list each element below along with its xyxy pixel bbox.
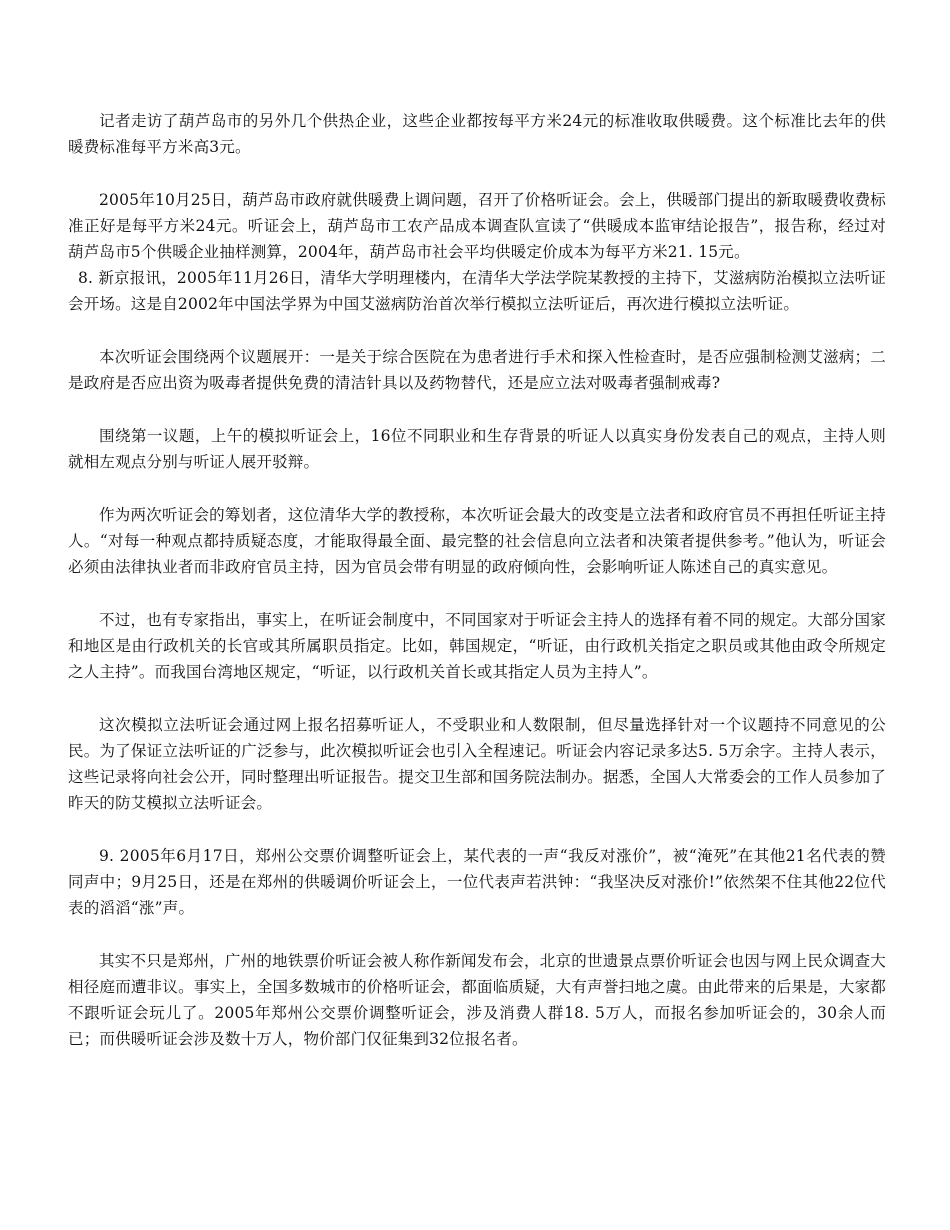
paragraph-10: 其实不只是郑州，广州的地铁票价听证会被人称作新闻发布会，北京的世遗景点票价听证会也因与网上民众调查大相径庭而遭非议。事实上，全国多数城市的价格听证会，都面临质疑，大有声誉扫地之虞。由此带来的后果是，大家都不跟听证会玩儿了。2005年郑州公交票价调整听证会，涉及消费人群18. 5万人，而报名参加听证会的，30余人而已；而供暖听证会涉及数十万人，物价部门仅征集到32位报名者。 — [68, 952, 886, 1048]
numbered-item-8: 8. 新京报讯，2005年11月26日，清华大学明理楼内，在清华大学法学院某教授的主持下，艾滋病防治模拟立法听证会开场。这是自2002年中国法学界为中国艾滋病防治首次举行模拟立法听证后，再次进行模拟立法听证。 — [68, 269, 886, 313]
paragraph-4: 本次听证会围绕两个议题展开：一是关于综合医院在为患者进行手术和探入性检查时，是否应强制检测艾滋病；二是政府是否应出资为吸毒者提供免费的清洁针具以及药物替代，还是应立法对吸毒者强制戒毒? — [68, 348, 886, 392]
paragraph-1: 记者走访了葫芦岛市的另外几个供热企业，这些企业都按每平方米24元的标准收取供暖费。这个标准比去年的供暖费标准每平方米高3元。 — [68, 112, 886, 156]
paragraph-9: 9. 2005年6月17日，郑州公交票价调整听证会上，某代表的一声“我反对涨价”，被“淹死”在其他21名代表的赞同声中；9月25日，还是在郑州的供暖调价听证会上，一位代表声若洪钟：“我坚决反对涨价!”依然架不住其他22位代表的滔滔“涨”声。 — [68, 847, 886, 917]
paragraph-5: 围绕第一议题，上午的模拟听证会上，16位不同职业和生存背景的听证人以真实身份发表自己的观点，主持人则就相左观点分别与听证人展开驳辩。 — [68, 427, 886, 471]
paragraph-3 — [68, 265, 886, 317]
paragraph-6: 作为两次听证会的筹划者，这位清华大学的教授称，本次听证会最大的改变是立法者和政府官员不再担任听证主持人。“对每一种观点都持质疑态度，才能取得最全面、最完整的社会信息向立法者和决策者提供参考。”他认为，听证会必须由法律执业者而非政府官员主持，因为官员会带有明显的政府倾向性，会影响听证人陈述自己的真实意见。 — [68, 506, 886, 576]
document-body — [68, 108, 886, 1052]
paragraph-8: 这次模拟立法听证会通过网上报名招募听证人，不受职业和人数限制，但尽量选择针对一个议题持不同意见的公民。为了保证立法听证的广泛参与，此次模拟听证会也引入全程速记。听证会内容记录多达5. 5万余字。主持人表示，这些记录将向社会公开，同时整理出听证报告。提交卫生部和国务院法制办。据悉，全国人大常委会的工作人员参加了昨天的防艾模拟立法听证会。 — [68, 716, 886, 812]
paragraph-2: 2005年10月25日，葫芦岛市政府就供暖费上调问题，召开了价格听证会。会上，供暖部门提出的新取暖费收费标准正好是每平方米24元。听证会上，葫芦岛市工农产品成本调查队宣读了“供暖成本监审结论报告”，报告称，经过对葫芦岛市5个供暖企业抽样测算，2004年，葫芦岛市社会平均供暖定价成本为每平方米21. 15元。 — [68, 191, 886, 261]
paragraph-7: 不过，也有专家指出，事实上，在听证会制度中，不同国家对于听证会主持人的选择有着不同的规定。大部分国家和地区是由行政机关的长官或其所属职员指定。比如，韩国规定，“听证，由行政机关指定之职员或其他由政令所规定之人主持”。而我国台湾地区规定，“听证，以行政机关首长或其指定人员为主持人”。 — [68, 611, 886, 681]
